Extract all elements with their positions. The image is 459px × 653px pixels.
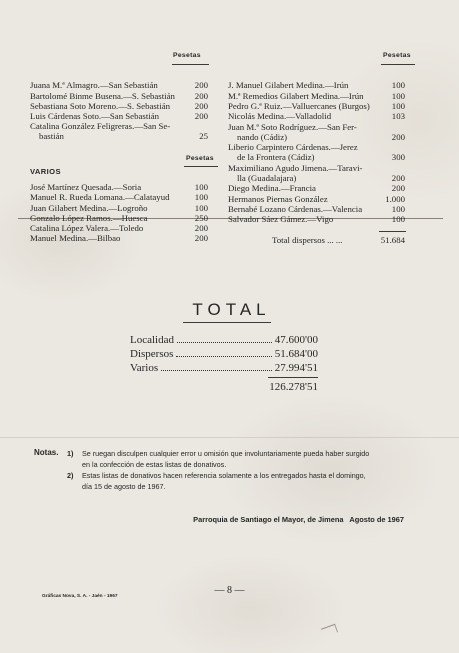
donor-name: Juan M.ª Soto Rodríguez.—San Fer- bbox=[228, 121, 357, 132]
donor-name: Luis Cárdenas Soto.—San Sebastián bbox=[30, 111, 160, 121]
donation-amount: 200 bbox=[194, 80, 208, 90]
donation-amount: 300 bbox=[391, 152, 405, 162]
donor-name: Sebastiana Soto Moreno.—S. Sebastián bbox=[30, 101, 171, 111]
varios-pesetas-header: Pesetas bbox=[186, 155, 214, 162]
donation-amount: 100 bbox=[391, 214, 405, 224]
list-item bbox=[30, 223, 208, 233]
list-item bbox=[228, 204, 405, 214]
donation-amount: 200 bbox=[194, 233, 208, 243]
left-pesetas-header: Pesetas bbox=[173, 52, 201, 59]
donor-name: Maximiliano Agudo Jimena.—Taravi- bbox=[228, 162, 363, 173]
donor-name: Bartolomé Binme Busena.—S. Sebastián bbox=[30, 90, 175, 101]
total-row-label: Dispersos bbox=[130, 348, 174, 360]
list-item bbox=[30, 192, 208, 202]
page-number: — 8 — bbox=[214, 585, 245, 596]
list-item-continuation bbox=[228, 173, 405, 183]
donor-name: Manuel R. Rueda Lomana.—Calatayud bbox=[30, 192, 170, 202]
note-number: 2) bbox=[67, 471, 74, 480]
dispersos-total-amount: 51.684 bbox=[380, 235, 405, 245]
varios-donations-column bbox=[30, 0, 208, 260]
donation-amount: 200 bbox=[194, 90, 208, 101]
donation-amount: 25 bbox=[199, 131, 208, 141]
list-item bbox=[228, 183, 405, 193]
total-row-varios bbox=[130, 362, 318, 375]
list-item bbox=[30, 203, 208, 213]
list-item bbox=[228, 101, 405, 111]
donation-amount: 100 bbox=[391, 90, 405, 101]
total-row-label: Localidad bbox=[130, 334, 174, 346]
grand-total-rule bbox=[268, 377, 318, 378]
donation-amount: 100 bbox=[391, 204, 405, 214]
donor-name: Nicolás Medina.—Valladolid bbox=[228, 111, 332, 121]
total-title-rule bbox=[183, 322, 271, 323]
donation-amount: 100 bbox=[194, 202, 208, 213]
donor-name: José Martínez Quesada.—Soria bbox=[30, 182, 142, 192]
dispersos-total-row bbox=[228, 235, 405, 245]
list-item bbox=[228, 142, 405, 152]
parish-signature: Parroquia de Santiago el Mayor, de Jimena Agosto de 1967 bbox=[193, 515, 404, 524]
donor-name-continued: nando (Cádiz) bbox=[237, 131, 288, 142]
varios-section-title: VARIOS bbox=[30, 167, 61, 176]
list-item bbox=[228, 111, 405, 121]
donation-amount: 200 bbox=[391, 173, 405, 183]
donor-name: Hermanos Piernas González bbox=[228, 193, 328, 204]
list-item-continuation bbox=[228, 152, 405, 162]
list-item bbox=[228, 194, 405, 204]
list-item bbox=[30, 213, 208, 223]
donor-name: Salvador Sáez Gámez.—Vigo bbox=[228, 214, 334, 224]
grand-total-value: 126.278'51 bbox=[269, 381, 318, 393]
donor-name: Diego Medina.—Francia bbox=[228, 183, 316, 193]
list-item bbox=[228, 214, 405, 224]
donor-name: Liberio Carpintero Cárdenas.—Jerez bbox=[228, 142, 358, 152]
donor-name: Catalina González Feligreras.—San Se- bbox=[30, 121, 171, 131]
donation-amount: 200 bbox=[391, 183, 405, 193]
dot-leader bbox=[161, 370, 272, 371]
list-item-continuation bbox=[228, 132, 405, 142]
note-text-line: Estas listas de donativos hacen referencia solamente a los entregados hasta el domingo, bbox=[82, 471, 366, 480]
donor-name: Pedro G.ª Ruiz.—Valluercanes (Burgos) bbox=[228, 101, 370, 111]
donor-name: M.ª Remedios Gilabert Medina.—Irún bbox=[228, 90, 364, 101]
total-row-dispersos bbox=[130, 348, 318, 361]
donation-amount: 100 bbox=[194, 192, 208, 202]
dot-leader bbox=[176, 356, 271, 357]
total-title: TOTAL bbox=[192, 300, 271, 319]
donor-name: Manuel Medina.—Bilbao bbox=[30, 233, 121, 243]
note-text-line: día 15 de agosto de 1967. bbox=[82, 482, 166, 491]
donation-amount: 100 bbox=[194, 182, 208, 192]
donation-amount: 250 bbox=[194, 213, 208, 223]
note-number: 1) bbox=[67, 449, 74, 458]
note-text-line: Se ruegan disculpen cualquier error u omisión que involuntariamente pueda haber surgido bbox=[82, 449, 370, 458]
donation-amount: 200 bbox=[194, 111, 208, 121]
donor-name: Catalina López Valera.—Toledo bbox=[30, 223, 144, 233]
dispersos-total-label: Total dispersos ... ... bbox=[272, 235, 343, 245]
donation-amount: 200 bbox=[194, 223, 208, 233]
note-text-line: en la confección de estas listas de donativos. bbox=[82, 460, 227, 469]
list-item bbox=[228, 163, 405, 173]
donation-amount: 103 bbox=[391, 111, 405, 121]
dot-leader bbox=[177, 342, 272, 343]
handwritten-mark bbox=[321, 624, 338, 638]
list-item bbox=[30, 182, 208, 192]
notes-label: Notas. bbox=[34, 448, 59, 457]
donor-name: J. Manuel Gilabert Medina.—Irún bbox=[228, 80, 349, 90]
list-item bbox=[228, 122, 405, 132]
donation-amount: 200 bbox=[194, 101, 208, 111]
donor-name: Juana M.ª Almagro.—San Sebastián bbox=[30, 80, 158, 90]
printer-imprint: Gráficas Nova, S. A. - Jaén - 1967 bbox=[42, 594, 118, 599]
donation-amount: 100 bbox=[391, 80, 405, 90]
donation-amount: 100 bbox=[391, 101, 405, 111]
right-pesetas-header: Pesetas bbox=[383, 52, 411, 59]
donor-name: Bernabé Lozano Cárdenas.—Valencia bbox=[228, 204, 363, 214]
total-row-label: Varios bbox=[130, 362, 159, 374]
total-row-value: 27.994'51 bbox=[274, 362, 318, 374]
subtotal-rule bbox=[379, 231, 406, 232]
donor-name: Juan Gilabert Medina.—Logroño bbox=[30, 202, 148, 213]
donor-name-continued: de la Frontera (Cádiz) bbox=[237, 152, 315, 162]
total-row-value: 47.600'00 bbox=[274, 334, 318, 346]
total-row-localidad bbox=[130, 334, 318, 347]
donation-amount: 200 bbox=[391, 131, 405, 142]
total-row-value: 51.684'00 bbox=[274, 348, 318, 360]
donation-amount: 1.000 bbox=[385, 193, 405, 204]
right-donations-column bbox=[228, 0, 405, 260]
donor-name-continued: bastián bbox=[39, 131, 64, 141]
list-item bbox=[30, 233, 208, 243]
paper-fold-crease-faint bbox=[0, 437, 459, 438]
list-item bbox=[228, 91, 405, 101]
donor-name: Gonzalo López Ramos.—Huesca bbox=[30, 213, 148, 223]
list-item bbox=[228, 80, 405, 90]
donor-name-continued: lla (Guadalajara) bbox=[237, 173, 297, 183]
